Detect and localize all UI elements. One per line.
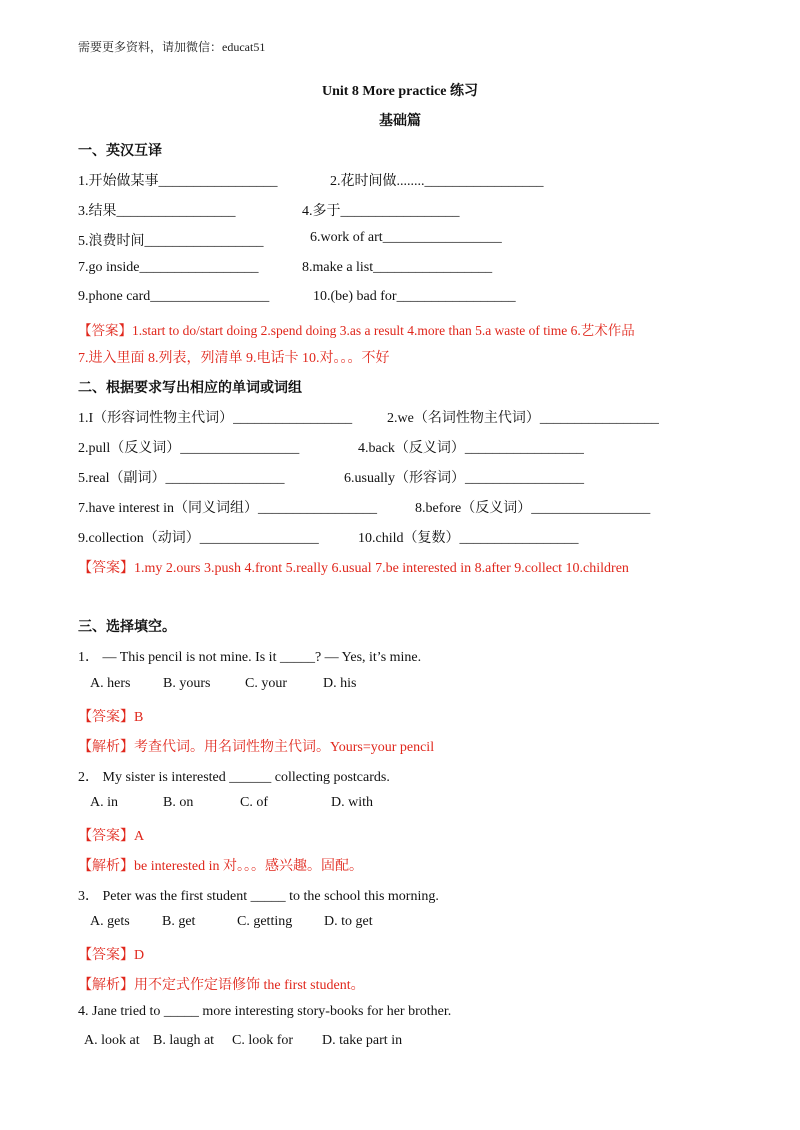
- q1-analysis: 【解析】考查代词。用名词性物主代词。Yours=your pencil: [78, 740, 435, 755]
- s1-item: 7.go inside_________________: [78, 260, 259, 275]
- q4-option: C. look for: [232, 1033, 294, 1048]
- q1-option: A. hers: [90, 676, 131, 691]
- q3-analysis: 【解析】用不定式作定语修饰 the first student。: [78, 978, 365, 993]
- s1-item: 3.结果_________________: [78, 204, 236, 219]
- q4-option: A. look at: [84, 1033, 140, 1048]
- s2-item: 2.pull（反义词）_________________: [78, 441, 300, 456]
- s2-item: 4.back（反义词）_________________: [358, 441, 584, 456]
- q2-option: D. with: [331, 795, 373, 810]
- q2-option: B. on: [163, 795, 194, 810]
- s1-item: 4.多于_________________: [302, 204, 460, 219]
- section2-heading: 二、根据要求写出相应的单词或词组: [78, 381, 302, 396]
- s1-item: 1.开始做某事_________________: [78, 174, 278, 189]
- header-note: 需要更多资料，请加微信：educat51: [78, 40, 266, 54]
- s2-answer: 【答案】1.my 2.ours 3.push 4.front 5.really 6.usual 7.be interested in 8.after 9.collect 10.children: [78, 561, 629, 576]
- s2-item: 5.real（副词）_________________: [78, 471, 285, 486]
- q3-option: D. to get: [324, 914, 373, 929]
- s2-item: 10.child（复数）_________________: [358, 531, 579, 546]
- q3-option: C. getting: [237, 914, 293, 929]
- page-title: Unit 8 More practice 练习: [321, 84, 479, 99]
- s2-item: 9.collection（动词）_________________: [78, 531, 319, 546]
- q4-option: D. take part in: [322, 1033, 403, 1048]
- s1-answer-line2: 7.进入里面 8.列表，列清单 9.电话卡 10.对。。。不好: [78, 351, 390, 366]
- question-3: 3． Peter was the first student _____ to the school this morning.: [78, 889, 439, 904]
- q1-answer: 【答案】B: [78, 710, 144, 725]
- q2-option: A. in: [90, 795, 118, 810]
- q3-answer: 【答案】D: [78, 948, 145, 963]
- section3-heading: 三、选择填空。: [78, 620, 176, 635]
- question-4: 4. Jane tried to _____ more interesting story-books for her brother.: [78, 1004, 452, 1019]
- s2-item: 1.I（形容词性物主代词）_________________: [78, 411, 353, 426]
- s2-item: 8.before（反义词）_________________: [415, 501, 651, 516]
- q1-option: B. yours: [163, 676, 211, 691]
- s1-item: 2.花时间做........_________________: [330, 174, 544, 189]
- section1-heading: 一、英汉互译: [78, 144, 162, 159]
- q3-option: B. get: [162, 914, 196, 929]
- s1-item: 8.make a list_________________: [302, 260, 493, 275]
- s1-item: 9.phone card_________________: [78, 289, 270, 304]
- question-2: 2． My sister is interested ______ collecting postcards.: [78, 770, 390, 785]
- s2-item: 7.have interest in（同义词组）_________________: [78, 501, 378, 516]
- s2-item: 6.usually（形容词）_________________: [344, 471, 584, 486]
- question-1: 1． — This pencil is not mine. Is it _____? — Yes, it’s mine.: [78, 650, 422, 665]
- q1-option: C. your: [245, 676, 287, 691]
- s1-item: 5.浪费时间_________________: [78, 234, 264, 249]
- q4-option: B. laugh at: [153, 1033, 215, 1048]
- q2-answer: 【答案】A: [78, 829, 145, 844]
- q2-option: C. of: [240, 795, 268, 810]
- s1-item: 6.work of art_________________: [310, 230, 502, 245]
- s1-answer-line1: 【答案】1.start to do/start doing 2.spend doing 3.as a result 4.more than 5.a waste of time 6.艺术作品: [78, 323, 635, 338]
- q1-option: D. his: [323, 676, 357, 691]
- q3-option: A. gets: [90, 914, 130, 929]
- s1-item: 10.(be) bad for_________________: [313, 289, 516, 304]
- s2-item: 2.we（名词性物主代词）_________________: [387, 411, 659, 426]
- q2-analysis: 【解析】be interested in 对。。。感兴趣。固配。: [78, 859, 364, 874]
- page-subtitle: 基础篇: [379, 114, 421, 129]
